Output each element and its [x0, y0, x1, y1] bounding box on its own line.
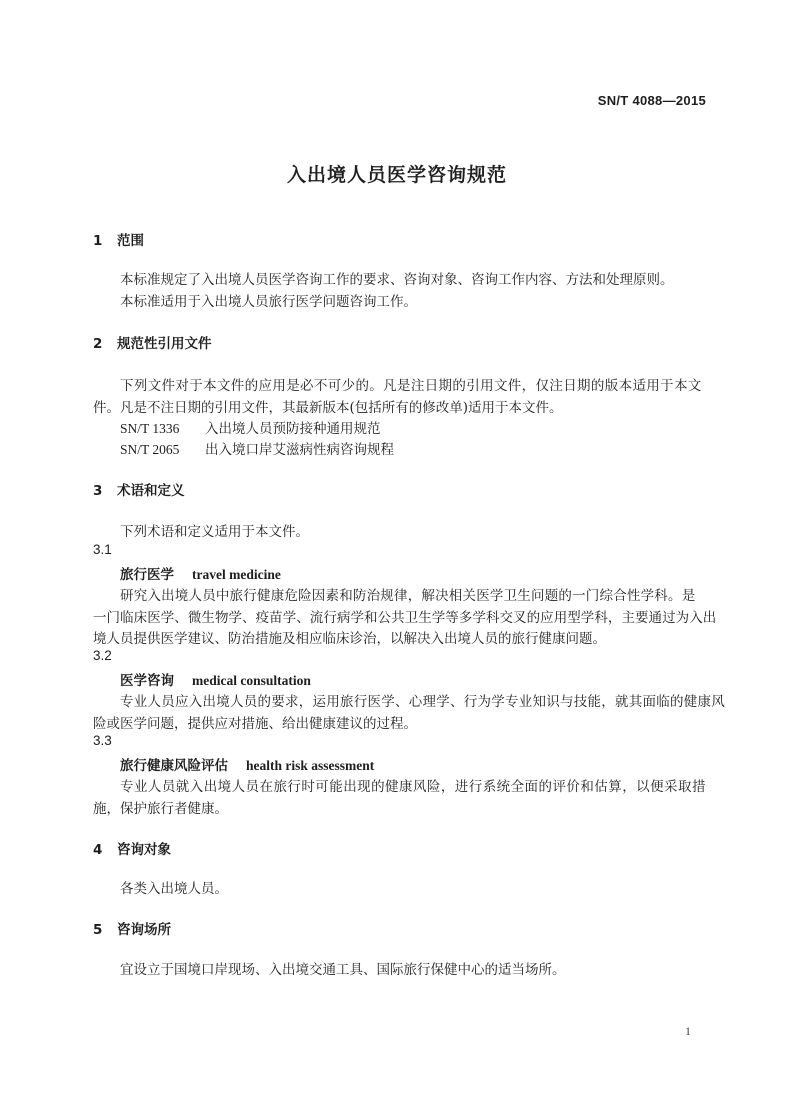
- section-number: 2: [93, 336, 103, 352]
- definition-line: 施，保护旅行者健康。: [93, 801, 228, 817]
- page-number: 1: [685, 1024, 691, 1038]
- term-zh: 医学咨询: [120, 673, 174, 689]
- definition-line: 险或医学问题，提供应对措施、给出健康建议的过程。: [93, 716, 417, 732]
- definition-line: 专业人员就入出境人员在旅行时可能出现的健康风险，进行系统全面的评价和估算，以便采取措: [120, 779, 706, 795]
- definition-line: 研究入出境人员中旅行健康危险因素和防治规律，解决相关医学卫生问题的一门综合性学科。是: [120, 588, 696, 604]
- term-entry: [120, 669, 311, 689]
- paragraph: 下列术语和定义适用于本文件。: [120, 524, 309, 540]
- term-en: health risk assessment: [246, 758, 375, 773]
- document-title: 入出境人员医学咨询规范: [286, 164, 507, 186]
- paragraph: 本标准规定了入出境人员医学咨询工作的要求、咨询对象、咨询工作内容、方法和处理原则。: [120, 272, 674, 288]
- section-3-heading: [93, 479, 185, 499]
- section-2-heading: [93, 332, 212, 352]
- subclause-number: 3.1: [93, 542, 112, 557]
- normative-reference: [120, 417, 381, 437]
- term-zh: 旅行健康风险评估: [120, 758, 228, 774]
- term-entry: [120, 754, 374, 774]
- section-number: 4: [93, 842, 103, 858]
- section-number: 5: [93, 922, 103, 938]
- section-title: 规范性引用文件: [117, 336, 212, 352]
- section-title: 咨询场所: [117, 922, 171, 938]
- normative-reference: [120, 438, 394, 458]
- term-en: medical consultation: [192, 673, 311, 688]
- section-1-heading: [93, 229, 144, 249]
- section-title: 咨询对象: [117, 842, 171, 858]
- section-title: 术语和定义: [117, 483, 185, 499]
- definition-line: 境人员提供医学建议、防治措施及相应临床诊治，以解决入出境人员的旅行健康问题。: [93, 631, 606, 647]
- standard-code: SN/T 4088—2015: [597, 93, 706, 108]
- reference-code: SN/T 1336: [120, 421, 180, 436]
- section-number: 3: [93, 483, 103, 499]
- reference-title: 出入境口岸艾滋病性病咨询规程: [205, 442, 394, 458]
- paragraph-line: 下列文件对于本文件的应用是必不可少的。凡是注日期的引用文件，仅注日期的版本适用于本文: [120, 378, 702, 394]
- section-5-heading: [93, 918, 171, 938]
- paragraph: 宜设立于国境口岸现场、入出境交通工具、国际旅行保健中心的适当场所。: [120, 962, 566, 978]
- term-zh: 旅行医学: [120, 567, 174, 583]
- definition-line: 专业人员应入出境人员的要求，运用旅行医学、心理学、行为学专业知识与技能，就其面临的健康风: [120, 694, 725, 710]
- paragraph-line: 件。凡是不注日期的引用文件，其最新版本(包括所有的修改单)适用于本文件。: [93, 400, 563, 416]
- subclause-number: 3.3: [93, 733, 112, 748]
- reference-title: 入出境人员预防接种通用规范: [205, 421, 381, 437]
- paragraph: 各类入出境人员。: [120, 881, 228, 897]
- paragraph: 本标准适用于入出境人员旅行医学问题咨询工作。: [120, 294, 417, 310]
- reference-code: SN/T 2065: [120, 442, 180, 457]
- term-entry: [120, 563, 281, 583]
- section-4-heading: [93, 838, 171, 858]
- term-en: travel medicine: [192, 567, 281, 582]
- section-number: 1: [93, 233, 103, 249]
- definition-line: 一门临床医学、微生物学、疫苗学、流行病学和公共卫生学等多学科交叉的应用型学科，主要通过为入出: [93, 610, 717, 626]
- subclause-number: 3.2: [93, 648, 112, 663]
- section-title: 范围: [117, 233, 144, 249]
